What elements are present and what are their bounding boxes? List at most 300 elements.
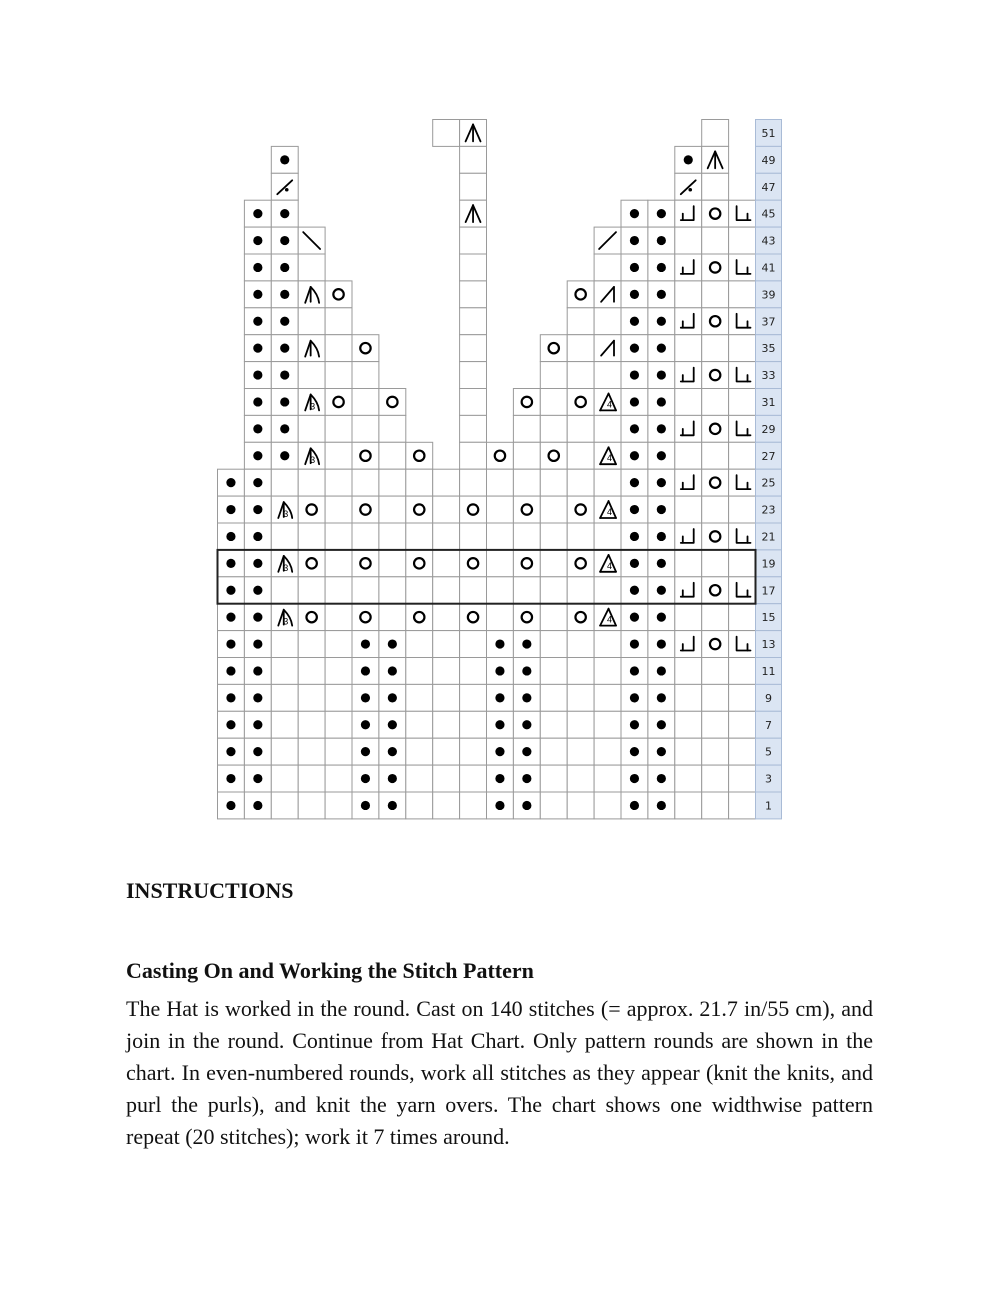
stitch-p (244, 496, 271, 523)
stitch-p (621, 765, 648, 792)
stitch-o (702, 308, 729, 335)
stitch-e (433, 711, 460, 738)
stitch-p (271, 281, 298, 308)
stitch-p (244, 281, 271, 308)
stitch-e (702, 738, 729, 765)
stitch-e (702, 281, 729, 308)
stitch-p (621, 604, 648, 631)
stitch-e (594, 523, 621, 550)
stitch-e (594, 711, 621, 738)
stitch-o (567, 496, 594, 523)
stitch-o (460, 496, 487, 523)
stitch-e (460, 684, 487, 711)
round-number: 43 (761, 234, 776, 248)
stitch-e (729, 442, 756, 469)
stitch-e (675, 281, 702, 308)
stitch-tr (675, 308, 702, 335)
stitch-o (352, 442, 379, 469)
stitch-p (648, 227, 675, 254)
stitch-e (325, 658, 352, 685)
stitch-count-label: 3 (283, 562, 289, 573)
stitch-tl (729, 469, 756, 496)
stitch-e (460, 335, 487, 362)
stitch-o (325, 389, 352, 416)
stitch-tr (675, 469, 702, 496)
stitch-o (702, 254, 729, 281)
round-label (756, 577, 782, 604)
stitch-dec5 (298, 442, 325, 469)
stitch-e (433, 684, 460, 711)
stitch-e (513, 442, 540, 469)
stitch-e (406, 469, 433, 496)
round-label (756, 792, 782, 819)
stitch-p (487, 765, 514, 792)
stitch-p (271, 362, 298, 389)
stitch-e (325, 442, 352, 469)
stitch-p (218, 711, 245, 738)
stitch-e (433, 469, 460, 496)
stitch-p (352, 792, 379, 819)
stitch-e (460, 227, 487, 254)
stitch-e (540, 684, 567, 711)
stitch-o (352, 604, 379, 631)
stitch-e (271, 577, 298, 604)
stitch-e (702, 765, 729, 792)
stitch-e (594, 577, 621, 604)
stitch-p (648, 469, 675, 496)
stitch-e (567, 335, 594, 362)
stitch-e (540, 711, 567, 738)
casting-on-subheading: Casting On and Working the Stitch Pattern (126, 958, 534, 983)
stitch-e (298, 765, 325, 792)
stitch-p (244, 738, 271, 765)
stitch-count-label: 4 (607, 399, 613, 410)
stitch-e (406, 738, 433, 765)
stitch-e (594, 658, 621, 685)
stitch-e (729, 227, 756, 254)
stitch-e (729, 765, 756, 792)
stitch-p (487, 738, 514, 765)
stitch-p (244, 415, 271, 442)
stitch-p (621, 658, 648, 685)
stitch-p (218, 496, 245, 523)
stitch-p (513, 765, 540, 792)
stitch-p (244, 335, 271, 362)
stitch-e (487, 550, 514, 577)
stitch-p (218, 792, 245, 819)
stitch-e (406, 765, 433, 792)
stitch-e (271, 765, 298, 792)
stitch-e (675, 658, 702, 685)
stitch-dec4 (702, 146, 729, 173)
stitch-e (352, 523, 379, 550)
stitch-e (298, 658, 325, 685)
stitch-e (325, 792, 352, 819)
stitch-o (325, 281, 352, 308)
round-label (756, 335, 782, 362)
stitch-e (298, 738, 325, 765)
stitch-e (702, 496, 729, 523)
stitch-e (433, 792, 460, 819)
stitch-e (298, 711, 325, 738)
stitch-dec6 (594, 550, 621, 577)
stitch-p (218, 469, 245, 496)
stitch-p (621, 631, 648, 658)
stitch-e (729, 604, 756, 631)
stitch-e (298, 577, 325, 604)
stitch-p (244, 362, 271, 389)
round-number: 11 (761, 664, 776, 678)
stitch-p (513, 684, 540, 711)
stitch-e (460, 442, 487, 469)
stitch-e (379, 469, 406, 496)
stitch-k2b (594, 335, 621, 362)
stitch-e (702, 684, 729, 711)
stitch-e (675, 765, 702, 792)
stitch-p (513, 792, 540, 819)
stitch-p (513, 658, 540, 685)
stitch-p (244, 200, 271, 227)
stitch-dec6 (594, 442, 621, 469)
stitch-p (648, 308, 675, 335)
stitch-e (540, 523, 567, 550)
stitch-e (594, 469, 621, 496)
stitch-p (648, 415, 675, 442)
stitch-p (648, 738, 675, 765)
stitch-tr (675, 200, 702, 227)
stitch-e (433, 523, 460, 550)
stitch-p (218, 658, 245, 685)
stitch-e (460, 711, 487, 738)
stitch-p (487, 711, 514, 738)
stitch-p (648, 254, 675, 281)
stitch-count-label: 4 (607, 453, 613, 464)
stitch-p (218, 604, 245, 631)
stitch-tr (675, 415, 702, 442)
stitch-e (325, 577, 352, 604)
stitch-e (352, 362, 379, 389)
stitch-e (352, 469, 379, 496)
stitch-p (244, 711, 271, 738)
stitch-e (513, 577, 540, 604)
round-number: 1 (765, 799, 772, 813)
round-label (756, 442, 782, 469)
stitch-tr (675, 362, 702, 389)
stitch-p (352, 684, 379, 711)
round-label (756, 120, 782, 147)
stitch-e (271, 684, 298, 711)
round-number: 7 (765, 718, 772, 732)
stitch-p (648, 604, 675, 631)
stitch-e (567, 308, 594, 335)
stitch-e (460, 308, 487, 335)
stitch-o (702, 200, 729, 227)
stitch-dec4 (460, 120, 487, 147)
stitch-p (244, 765, 271, 792)
stitch-e (406, 658, 433, 685)
stitch-e (325, 308, 352, 335)
round-label (756, 146, 782, 173)
stitch-e (729, 389, 756, 416)
stitch-p (271, 254, 298, 281)
stitch-e (298, 362, 325, 389)
stitch-o (567, 604, 594, 631)
stitch-e (325, 335, 352, 362)
stitch-e (487, 604, 514, 631)
stitch-e (513, 469, 540, 496)
stitch-e (675, 550, 702, 577)
stitch-p (621, 254, 648, 281)
stitch-p (271, 227, 298, 254)
stitch-e (594, 738, 621, 765)
stitch-e (298, 684, 325, 711)
stitch-e (433, 765, 460, 792)
stitch-tl (729, 362, 756, 389)
round-number: 15 (761, 611, 776, 625)
stitch-count-label: 3 (310, 401, 316, 412)
stitch-e (433, 631, 460, 658)
stitch-o (702, 523, 729, 550)
stitch-e (729, 658, 756, 685)
stitch-e (325, 415, 352, 442)
stitch-p (352, 738, 379, 765)
stitch-e (271, 469, 298, 496)
stitch-e (460, 523, 487, 550)
stitch-p (244, 550, 271, 577)
stitch-tr (675, 523, 702, 550)
stitch-e (460, 173, 487, 200)
stitch-e (540, 362, 567, 389)
stitch-o (513, 604, 540, 631)
stitch-e (594, 254, 621, 281)
stitch-dec5 (271, 496, 298, 523)
stitch-e (540, 550, 567, 577)
instructions-heading: INSTRUCTIONS (126, 878, 294, 903)
stitch-e (567, 684, 594, 711)
stitch-e (487, 469, 514, 496)
stitch-e (567, 577, 594, 604)
stitch-e (540, 658, 567, 685)
stitch-p (379, 631, 406, 658)
stitch-e (460, 146, 487, 173)
stitch-p (244, 254, 271, 281)
stitch-e (460, 415, 487, 442)
stitch-e (325, 631, 352, 658)
round-label (756, 496, 782, 523)
stitch-o (540, 442, 567, 469)
stitch-count-label: 3 (283, 509, 289, 519)
stitch-e (675, 496, 702, 523)
stitch-p (271, 389, 298, 416)
stitch-k2b (594, 281, 621, 308)
stitch-p (621, 442, 648, 469)
stitch-p (621, 577, 648, 604)
stitch-e (406, 792, 433, 819)
stitch-p (218, 684, 245, 711)
stitch-p (675, 146, 702, 173)
stitch-e (594, 684, 621, 711)
stitch-o (406, 442, 433, 469)
stitch-p (218, 523, 245, 550)
round-number: 41 (761, 261, 776, 275)
stitch-e (594, 415, 621, 442)
stitch-e (433, 604, 460, 631)
round-label (756, 362, 782, 389)
stitch-e (460, 389, 487, 416)
stitch-e (540, 738, 567, 765)
stitch-e (271, 523, 298, 550)
stitch-e (729, 792, 756, 819)
stitch-k2 (594, 227, 621, 254)
stitch-o (513, 550, 540, 577)
stitch-o (702, 577, 729, 604)
stitch-e (702, 173, 729, 200)
stitch-p (621, 200, 648, 227)
stitch-p (352, 711, 379, 738)
stitch-e (460, 631, 487, 658)
stitch-e (675, 792, 702, 819)
stitch-e (729, 335, 756, 362)
stitch-p (379, 684, 406, 711)
stitch-e (702, 550, 729, 577)
stitch-e (379, 550, 406, 577)
stitch-p (621, 281, 648, 308)
stitch-p (271, 146, 298, 173)
stitch-p (271, 415, 298, 442)
stitch-p (352, 658, 379, 685)
stitch-o (513, 389, 540, 416)
stitch-p (271, 308, 298, 335)
stitch-e (298, 254, 325, 281)
stitch-p (271, 200, 298, 227)
stitch-p (487, 658, 514, 685)
stitch-p (648, 550, 675, 577)
stitch-p (218, 577, 245, 604)
stitch-tl (729, 523, 756, 550)
stitch-e (567, 415, 594, 442)
stitch-p (621, 684, 648, 711)
stitch-p (648, 200, 675, 227)
stitch-e (540, 604, 567, 631)
stitch-o (460, 604, 487, 631)
stitch-o (487, 442, 514, 469)
stitch-p (352, 765, 379, 792)
stitch-dec5 (271, 604, 298, 631)
stitch-o (406, 496, 433, 523)
stitch-tl (729, 577, 756, 604)
stitch-p (621, 496, 648, 523)
stitch-e (460, 658, 487, 685)
round-label (756, 254, 782, 281)
stitch-e (540, 765, 567, 792)
stitch-o (702, 415, 729, 442)
stitch-e (325, 550, 352, 577)
stitch-e (298, 469, 325, 496)
stitch-e (675, 442, 702, 469)
stitch-p (621, 550, 648, 577)
stitch-e (406, 577, 433, 604)
stitch-p (513, 631, 540, 658)
round-number: 35 (761, 342, 776, 356)
stitch-p (648, 792, 675, 819)
instructions-paragraph: The Hat is worked in the round. Cast on 140 stitches (= approx. 21.7 in/55 cm), and join in the round. Continue from Hat Chart. Only pattern rounds are shown in the chart. In even-numbered rounds, work all stitches as they appear (knit the knits, and purl the purls), and knit the yarn overs. The chart shows one widthwise pattern repeat (20 stitches); work it 7 times around. (126, 996, 873, 1149)
stitch-e (379, 442, 406, 469)
stitch-dec5 (298, 389, 325, 416)
stitch-count-label: 4 (607, 507, 613, 517)
stitch-e (594, 765, 621, 792)
stitch-o (567, 389, 594, 416)
stitch-p (379, 792, 406, 819)
stitch-p (648, 765, 675, 792)
stitch-o (540, 335, 567, 362)
stitch-e (702, 389, 729, 416)
stitch-p (218, 738, 245, 765)
stitch-p (621, 523, 648, 550)
round-label (756, 684, 782, 711)
stitch-e (379, 496, 406, 523)
stitch-p (648, 362, 675, 389)
stitch-p (621, 792, 648, 819)
stitch-e (460, 577, 487, 604)
stitch-p (648, 711, 675, 738)
stitch-o (702, 469, 729, 496)
round-number: 29 (761, 422, 776, 436)
stitch-e (460, 281, 487, 308)
stitch-o (352, 335, 379, 362)
round-number: 13 (761, 638, 776, 652)
stitch-o (352, 550, 379, 577)
round-label (756, 765, 782, 792)
stitch-e (729, 550, 756, 577)
stitch-e (298, 792, 325, 819)
stitch-e (675, 604, 702, 631)
stitch-e (729, 684, 756, 711)
round-number: 49 (761, 153, 776, 167)
stitch-p (621, 469, 648, 496)
stitch-o (702, 362, 729, 389)
stitch-p (487, 792, 514, 819)
stitch-e (298, 631, 325, 658)
stitch-e (325, 523, 352, 550)
stitch-e (325, 765, 352, 792)
stitch-count-label: 3 (283, 616, 289, 627)
round-number: 51 (761, 126, 776, 140)
stitch-p (271, 335, 298, 362)
stitch-p (218, 765, 245, 792)
stitch-e (433, 658, 460, 685)
stitch-p (648, 281, 675, 308)
stitch-e (298, 415, 325, 442)
round-number: 37 (761, 315, 776, 329)
stitch-p (513, 711, 540, 738)
stitch-e (675, 684, 702, 711)
stitch-p (648, 389, 675, 416)
round-number: 9 (765, 691, 772, 705)
stitch-e (487, 523, 514, 550)
stitch-p (379, 765, 406, 792)
round-number: 17 (761, 584, 776, 598)
stitch-e (325, 684, 352, 711)
stitch-p (648, 684, 675, 711)
round-label (756, 550, 782, 577)
round-label (756, 227, 782, 254)
stitch-o (406, 550, 433, 577)
stitch-p (352, 631, 379, 658)
round-number: 21 (761, 530, 776, 544)
stitch-p (379, 738, 406, 765)
stitch-e (460, 362, 487, 389)
stitch-e (594, 792, 621, 819)
